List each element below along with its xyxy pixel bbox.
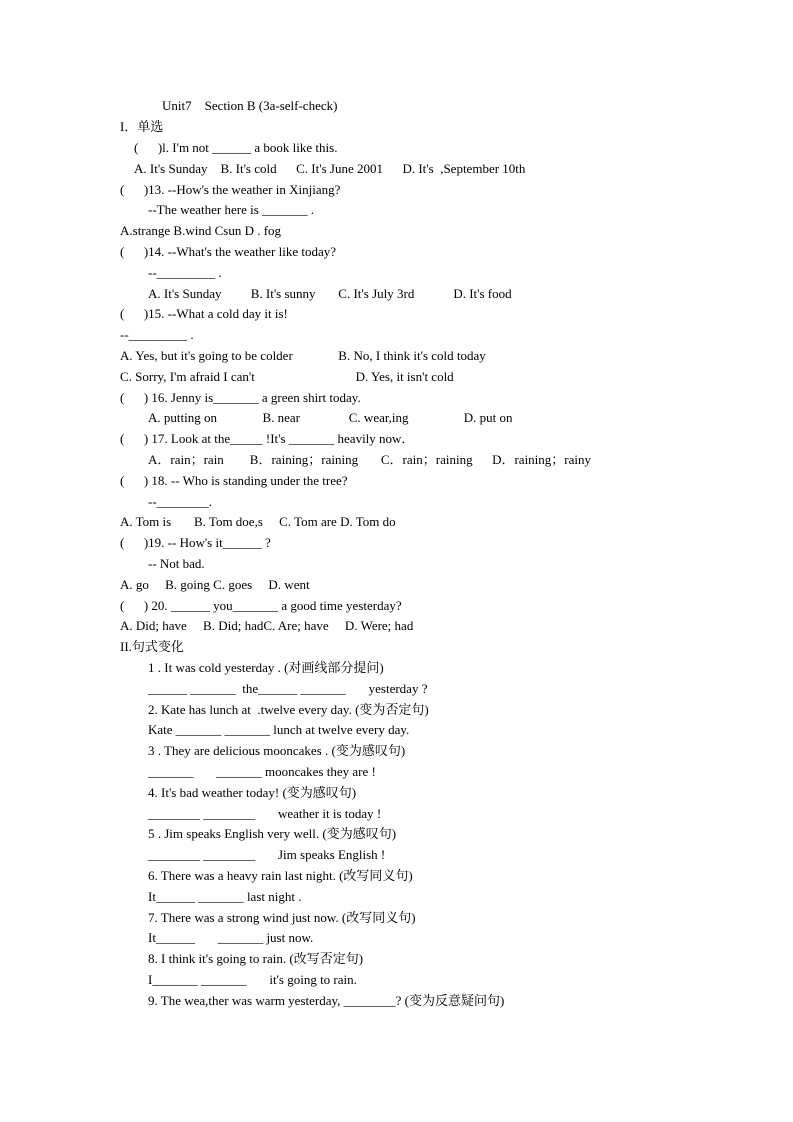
- option-line: A. Tom is B. Tom doe,s C. Tom are D. Tom do: [120, 514, 396, 529]
- question-line: ( )l. I'm not ______ a book like this.: [134, 140, 338, 155]
- question-line: ( )15. --What a cold day it is!: [120, 306, 288, 321]
- option-line: A. Did; have B. Did; hadC. Are; have D. Were; had: [120, 618, 414, 633]
- answer-line: It______ _______ just now.: [148, 930, 314, 945]
- option-line: A. putting on B. near C. wear,ing D. put on: [148, 410, 513, 425]
- exercise-line: 5 . Jim speaks English very well. (变为感叹句): [148, 826, 397, 841]
- question-line: ( ) 20. ______ you_______ a good time yesterday?: [120, 598, 402, 613]
- answer-line: ______ _______ the______ _______ yesterday ?: [148, 681, 428, 696]
- exercise-line: 6. There was a heavy rain last night. (改写同义句): [148, 868, 413, 883]
- page-title: Unit7 Section B (3a-self-check): [162, 98, 338, 113]
- option-line: A. Yes, but it's going to be colder B. No, I think it's cold today: [120, 348, 486, 363]
- question-line: --The weather here is _______ .: [148, 202, 315, 217]
- question-line: ( )19. -- How's it______ ?: [120, 535, 271, 550]
- option-line: A.strange B.wind Csun D . fog: [120, 223, 282, 238]
- answer-line: It______ _______ last night .: [148, 889, 302, 904]
- question-line: ( ) 17. Look at the_____ !It's _______ heavily now．: [120, 431, 415, 446]
- option-line: A. It's Sunday B. It's cold C. It's June 2001 D. It's ,September 10th: [134, 161, 526, 176]
- option-line: A. go B. going C. goes D. went: [120, 577, 310, 592]
- exercise-line: 2. Kate has lunch at .twelve every day. (变为否定句): [148, 702, 429, 717]
- exercise-line: 7. There was a strong wind just now. (改写同义句): [148, 910, 416, 925]
- exercise-line: 1 . It was cold yesterday . (对画线部分提问): [148, 660, 384, 675]
- exercise-line: 9. The wea,ther was warm yesterday, ________? (变为反意疑问句): [148, 993, 505, 1008]
- option-line: A. It's Sunday B. It's sunny C. It's July 3rd D. It's food: [148, 286, 512, 301]
- answer-line: _______ _______ mooncakes they are !: [148, 764, 376, 779]
- exercise-line: 3 . They are delicious mooncakes . (变为感叹句): [148, 743, 406, 758]
- question-line: --________.: [148, 494, 212, 509]
- exercise-line: 8. I think it's going to rain. (改写否定句): [148, 951, 364, 966]
- answer-line: ________ ________ weather it is today !: [148, 806, 382, 821]
- question-line: --_________ .: [148, 265, 222, 280]
- section-1-heading: I．单选: [120, 119, 164, 134]
- answer-line: ________ ________ Jim speaks English !: [148, 847, 386, 862]
- option-line: A．rain；rain B．raining；raining C．rain；raining D．raining；rainy: [148, 452, 592, 467]
- question-line: ( ) 18. -- Who is standing under the tree?: [120, 473, 348, 488]
- question-line: ( ) 16. Jenny is_______ a green shirt today.: [120, 390, 361, 405]
- question-line: -- Not bad.: [148, 556, 205, 571]
- exercise-line: 4. It's bad weather today! (变为感叹句): [148, 785, 357, 800]
- question-line: ( )13. --How's the weather in Xinjiang?: [120, 182, 341, 197]
- answer-line: I_______ _______ it's going to rain.: [148, 972, 357, 987]
- answer-line: Kate _______ _______ lunch at twelve every day.: [148, 722, 410, 737]
- question-line: ( )14. --What's the weather like today?: [120, 244, 337, 259]
- option-line: C. Sorry, I'm afraid I can't D. Yes, it isn't cold: [120, 369, 454, 384]
- question-line: --_________ .: [120, 327, 194, 342]
- section-2-heading: II.句式变化: [120, 639, 184, 654]
